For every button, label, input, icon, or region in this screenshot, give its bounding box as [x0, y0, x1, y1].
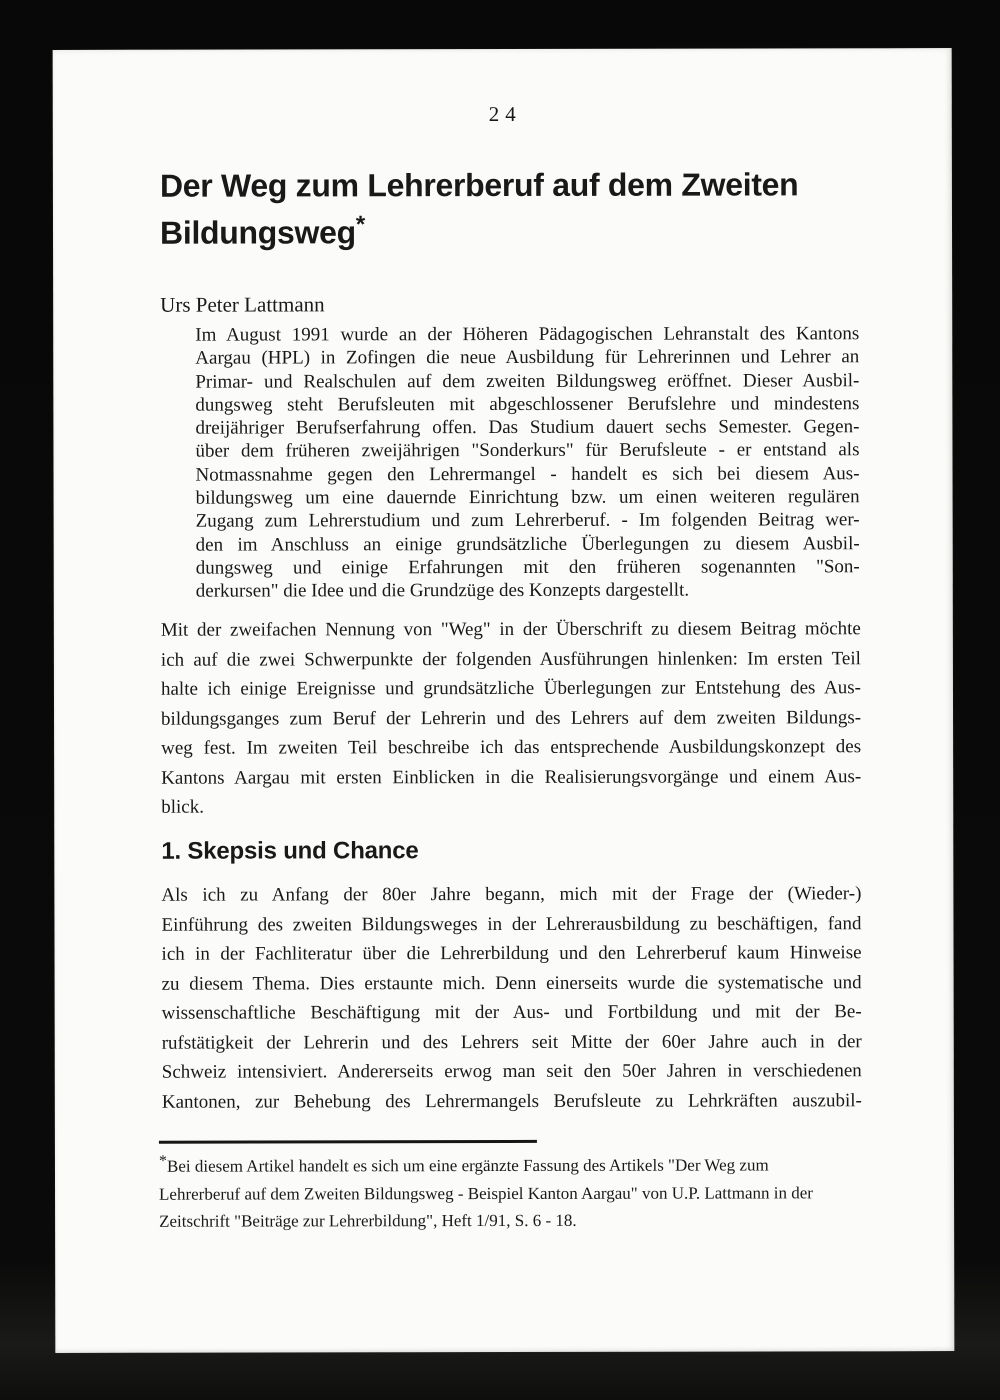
text-line: Kantons Aargau mit ersten Einblicken in die Realisierungsvorgänge und einem Aus- [161, 765, 862, 789]
text-line: Zugang zum Lehrerstudium und zum Lehrerberuf. - Im folgenden Beitrag wer- [195, 509, 860, 533]
text-line: Schweiz intensiviert. Andererseits erwog man seit den 50er Jahren in verschiedenen [161, 1060, 862, 1083]
text-line: Kantonen, zur Behebung des Lehrermangels Berufsleute zu Lehrkräften auszubil- [161, 1089, 862, 1113]
author-name: Urs Peter Lattmann [160, 292, 325, 317]
title-line-2 [160, 208, 920, 257]
text-line: dungsweg steht Berufsleuten mit abgeschlossener Berufslehre und mindestens [195, 393, 860, 416]
text-line: Als ich zu Anfang der 80er Jahre begann, mich mit der Frage der (Wieder-) [161, 883, 862, 906]
title-line-2-text: Bildungsweg [159, 214, 356, 251]
text-line: ich in der Fachliteratur über die Lehrerbildung und den Lehrerberuf kaum Hinweise [161, 942, 862, 965]
text-line: Aargau (HPL) in Zofingen die neue Ausbildung für Lehrerinnen und Lehrer an [195, 346, 860, 369]
article-title [160, 161, 920, 257]
title-footnote-marker: * [355, 211, 365, 239]
text-line: Lehrerberuf auf dem Zweiten Bildungsweg - Beispiel Kanton Aargau" von U.P. Lattmann in der [159, 1182, 813, 1204]
text-line: über dem früheren zweijährigen "Sonderkurs" für Berufsleute - er entstand als [195, 439, 860, 463]
text-line: Primar- und Realschulen auf dem zweiten Bildungsweg eröffnet. Dieser Ausbil- [195, 369, 860, 393]
footnote-marker: * [158, 1152, 167, 1170]
text-line: derkursen" die Idee und die Grundzüge des Konzepts dargestellt. [195, 579, 690, 602]
text-line: blick. [161, 796, 204, 818]
section-paragraph [161, 879, 861, 1116]
text-line: Zeitschrift "Beiträge zur Lehrerbildung", Heft 1/91, S. 6 - 18. [159, 1210, 577, 1231]
footnote-first-line-text: Bei diesem Artikel handelt es sich um eine ergänzte Fassung des Artikels "Der Weg zum [166, 1155, 769, 1176]
footnote [159, 1151, 871, 1235]
document-page [53, 48, 955, 1353]
text-line: bildungsganges zum Beruf der Lehrerin und des Lehrers auf dem zweiten Bildungs- [161, 706, 862, 730]
page-number: 24 [488, 101, 522, 127]
text-line: weg fest. Im zweiten Teil beschreibe ich das entsprechende Ausbildungskonzept des [161, 736, 862, 759]
text-line: bildungsweg um eine dauernde Einrichtung bzw. um einen weiteren regulären [195, 486, 860, 509]
text-line: ich auf die zwei Schwerpunkte der folgenden Ausführungen hinlenken: Im ersten Teil [160, 647, 861, 671]
section-heading: 1. Skepsis und Chance [161, 837, 419, 865]
text-line: halte ich einige Ereignisse und grundsätzliche Überlegungen zur Entstehung des Aus- [160, 677, 861, 700]
title-line-1: Der Weg zum Lehrerberuf auf dem Zweiten [159, 166, 799, 204]
abstract-paragraph [195, 322, 860, 603]
text-line: Im August 1991 wurde an der Höheren Pädagogischen Lehranstalt des Kantons [195, 323, 860, 346]
text-line: dreijähriger Berufserfahrung offen. Das Studium dauert sechs Semester. Gegen- [195, 416, 860, 439]
text-line: Notmassnahme gegen den Lehrermangel - handelt es sich bei diesem Aus- [195, 463, 860, 486]
text-line: dungsweg und einige Erfahrungen mit den früheren sogenannten "Son- [195, 556, 860, 579]
text-line: wissenschaftliche Beschäftigung mit der Aus- und Fortbildung und mit der Be- [161, 1001, 862, 1024]
footnote-divider [159, 1140, 537, 1144]
text-line: rufstätigkeit der Lehrerin und des Lehrers seit Mitte der 60er Jahre auch in der [161, 1030, 862, 1054]
text-line: den im Anschluss an einige grundsätzliche Überlegungen zu diesem Ausbil- [195, 532, 860, 556]
text-line: zu diesem Thema. Dies erstaunte mich. Denn einerseits wurde die systematische und [161, 971, 862, 995]
footnote-rest-lines [159, 1179, 871, 1235]
text-line: Einführung des zweiten Bildungsweges in der Lehrerausbildung zu beschäftigen, fand [161, 912, 862, 936]
intro-paragraph [161, 614, 861, 822]
footnote-line-1 [159, 1151, 871, 1180]
text-line: Mit der zweifachen Nennung von "Weg" in der Überschrift zu diesem Beitrag möchte [160, 618, 861, 641]
